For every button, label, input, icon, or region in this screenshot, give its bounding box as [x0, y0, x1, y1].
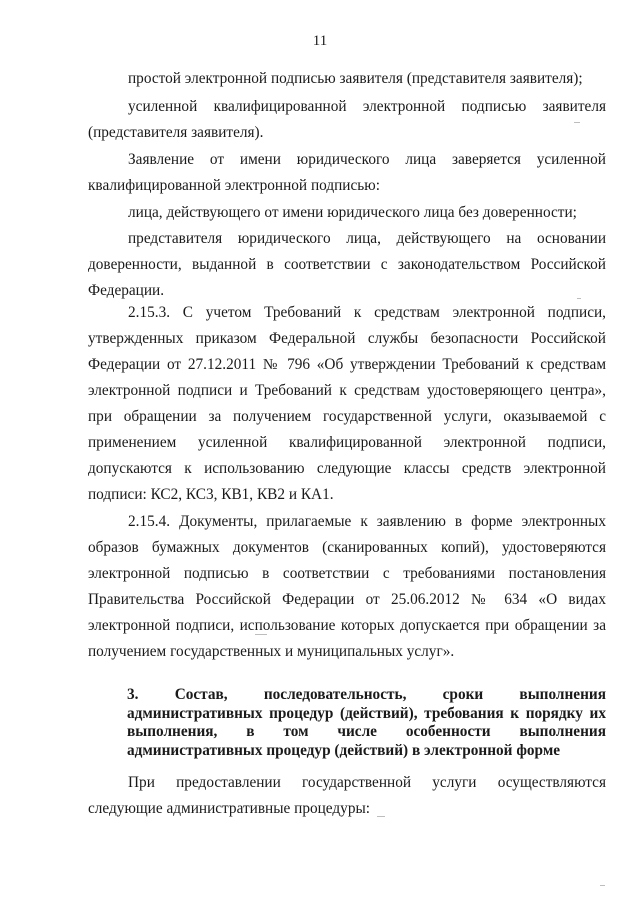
paragraph-legal-entity-statement: Заявление от имени юридического лица заверяется усиленной квалифицированной электронной подписью:	[88, 151, 606, 194]
paragraph-2-15-4: 2.15.4. Документы, прилагаемые к заявлению в форме электронных образов бумажных документов (сканированных копий), удостоверяются электронной подписью в соответствии с требованиями постановления Правительства Российской Федерации от 25.06.2012 № 634 «О видах электронной подписи, использование которых допускается при обращении за получением государственных и муниципальных услуг».	[88, 513, 606, 660]
paragraph-representative-with-power-of-attorney: представителя юридического лица, действующего на основании доверенности, выданной в соответствии с законодательством Российской Федерации.	[88, 230, 606, 299]
paragraph-simple-signature: простой электронной подписью заявителя (представителя заявителя);	[128, 70, 583, 87]
paragraph-administrative-procedures: При предоставлении государственной услуги осуществляются следующие административные процедуры:	[88, 774, 606, 817]
scan-speck	[600, 885, 605, 886]
scan-speck	[574, 122, 580, 123]
page-number: 11	[312, 33, 328, 49]
scan-speck	[255, 634, 267, 635]
scan-speck	[377, 816, 385, 817]
section-3-heading: 3. Состав, последовательность, сроки выполнения административных процедур (действий), требования к порядку их выполнения, в том числе особенности выполнения административных процедур (действий) в электронной форме	[127, 686, 606, 759]
paragraph-2-15-3: 2.15.3. С учетом Требований к средствам электронной подписи, утвержденных приказом Федеральной службы безопасности Российской Федерации от 27.12.2011 № 796 «Об утверждении Требований к средствам электронной подписи и Требований к средствам удостоверяющего центра», при обращении за получением государственной услуги, оказываемой с применением усиленной квалифицированной электронной подписи, допускаются к использованию следующие классы средств электронной подписи: КС2, КС3, КВ1, КВ2 и КА1.	[88, 304, 606, 503]
paragraph-qualified-signature: усиленной квалифицированной электронной подписью заявителя (представителя заявителя).	[88, 98, 606, 141]
paragraph-person-without-power-of-attorney: лица, действующего от имени юридического лица без доверенности;	[128, 204, 577, 221]
scan-speck	[577, 298, 581, 299]
